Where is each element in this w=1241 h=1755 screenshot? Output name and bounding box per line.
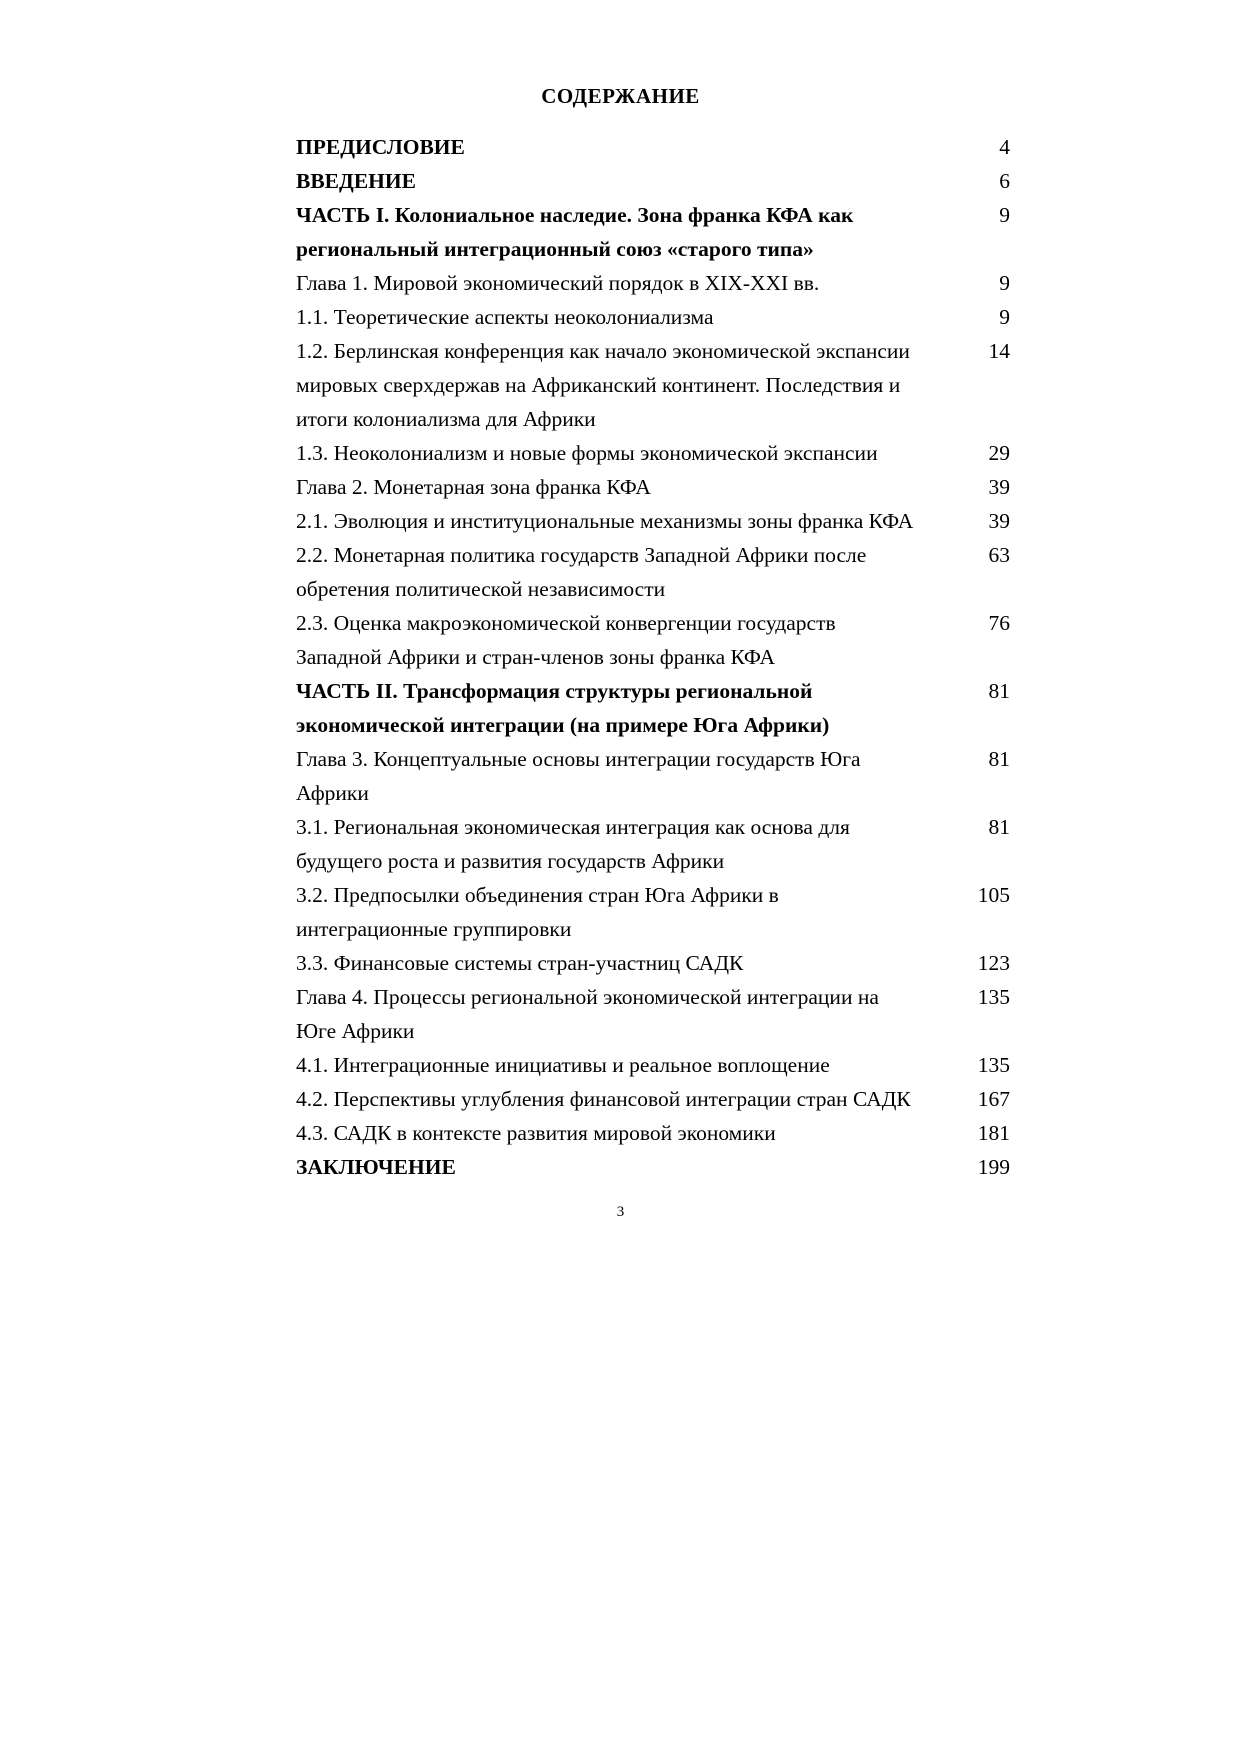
toc-entry-title: 1.2. Берлинская конференция как начало экономической экспансии мировых сверхдержав на Африканский континент. Последствия и итоги колониализма для Африки [296,339,910,431]
toc-entry [296,742,1010,810]
toc-entry-page: 135 [977,985,1010,1009]
toc-entry [296,606,1010,674]
toc-entry [296,980,1010,1048]
toc-entry-page: 105 [977,883,1010,907]
toc-entry [296,674,1010,742]
toc-entry-title: 3.1. Региональная экономическая интеграция как основа для будущего роста и развития государств Африки [296,815,850,873]
toc-entry [296,334,1010,436]
toc-entry [296,810,1010,878]
toc-entry [296,878,1010,946]
toc-entry [296,266,1010,300]
toc-entry-title: 2.2. Монетарная политика государств Западной Африки после обретения политической независимости [296,543,867,601]
toc-entry-page: 39 [988,509,1010,533]
toc-entry-title: 3.2. Предпосылки объединения стран Юга Африки в интеграционные группировки [296,883,779,941]
toc-entry-page: 199 [977,1155,1010,1179]
toc-entry-title: ЧАСТЬ II. Трансформация структуры региональной экономической интеграции (на примере Юга Африки) [296,679,830,737]
toc-entry-title: Глава 2. Монетарная зона франка КФА [296,475,651,499]
toc-entry-page: 135 [977,1053,1010,1077]
toc-entry [296,300,1010,334]
toc-entry-title: ВВЕДЕНИЕ [296,169,416,193]
toc-entry-page: 6 [999,169,1010,193]
toc-title: СОДЕРЖАНИЕ [541,84,700,108]
toc-entry-page: 39 [988,475,1010,499]
toc-entry-title: ПРЕДИСЛОВИЕ [296,135,465,159]
toc-entry [296,436,1010,470]
toc-entry-title: Глава 4. Процессы региональной экономической интеграции на Юге Африки [296,985,879,1043]
toc-entry-title: 1.1. Теоретические аспекты неоколониализма [296,305,714,329]
toc-entry-page: 181 [977,1121,1010,1145]
toc-entry-page: 123 [977,951,1010,975]
toc-entry [296,504,1010,538]
toc-entry [296,946,1010,980]
toc-entry-title: 4.1. Интеграционные инициативы и реальное воплощение [296,1053,830,1077]
toc-entry-title: 3.3. Финансовые системы стран-участниц САДК [296,951,744,975]
page-number: 3 [616,1204,625,1220]
toc-entry-title: 4.2. Перспективы углубления финансовой интеграции стран САДК [296,1087,911,1111]
toc-entry-title: Глава 3. Концептуальные основы интеграции государств Юга Африки [296,747,861,805]
toc-entry-page: 9 [999,271,1010,295]
toc-entry-page: 81 [988,815,1010,839]
toc-entry-page: 9 [999,203,1010,227]
toc-entry [296,1082,1010,1116]
toc-entry-title: Глава 1. Мировой экономический порядок в XIX-XXI вв. [296,271,820,295]
toc-entry [296,164,1010,198]
toc-entry [296,1150,1010,1184]
toc-entry-title: 2.3. Оценка макроэкономической конвергенции государств Западной Африки и стран-членов зоны франка КФА [296,611,836,669]
toc-entry-page: 14 [988,339,1010,363]
toc-entry-page: 4 [999,135,1010,159]
toc-entry-page: 29 [988,441,1010,465]
toc-entry-page: 63 [988,543,1010,567]
toc-entry-page: 167 [977,1087,1010,1111]
toc-entry-title: ЧАСТЬ I. Колониальное наследие. Зона франка КФА как региональный интеграционный союз «старого типа» [296,203,854,261]
toc-entry-title: ЗАКЛЮЧЕНИЕ [296,1155,456,1179]
toc-entry-title: 4.3. САДК в контексте развития мировой экономики [296,1121,776,1145]
toc-entry-title: 2.1. Эволюция и институциональные механизмы зоны франка КФА [296,509,914,533]
toc-entry [296,538,1010,606]
toc-entry-page: 9 [999,305,1010,329]
toc-entry [296,1116,1010,1150]
toc-entry-title: 1.3. Неоколониализм и новые формы экономической экспансии [296,441,878,465]
toc-entry-page: 76 [988,611,1010,635]
toc-entry [296,130,1010,164]
toc-entry [296,1048,1010,1082]
toc-entry [296,470,1010,504]
toc-entry-page: 81 [988,679,1010,703]
table-of-contents [296,130,1010,1184]
toc-entry [296,198,1010,266]
toc-entry-page: 81 [988,747,1010,771]
